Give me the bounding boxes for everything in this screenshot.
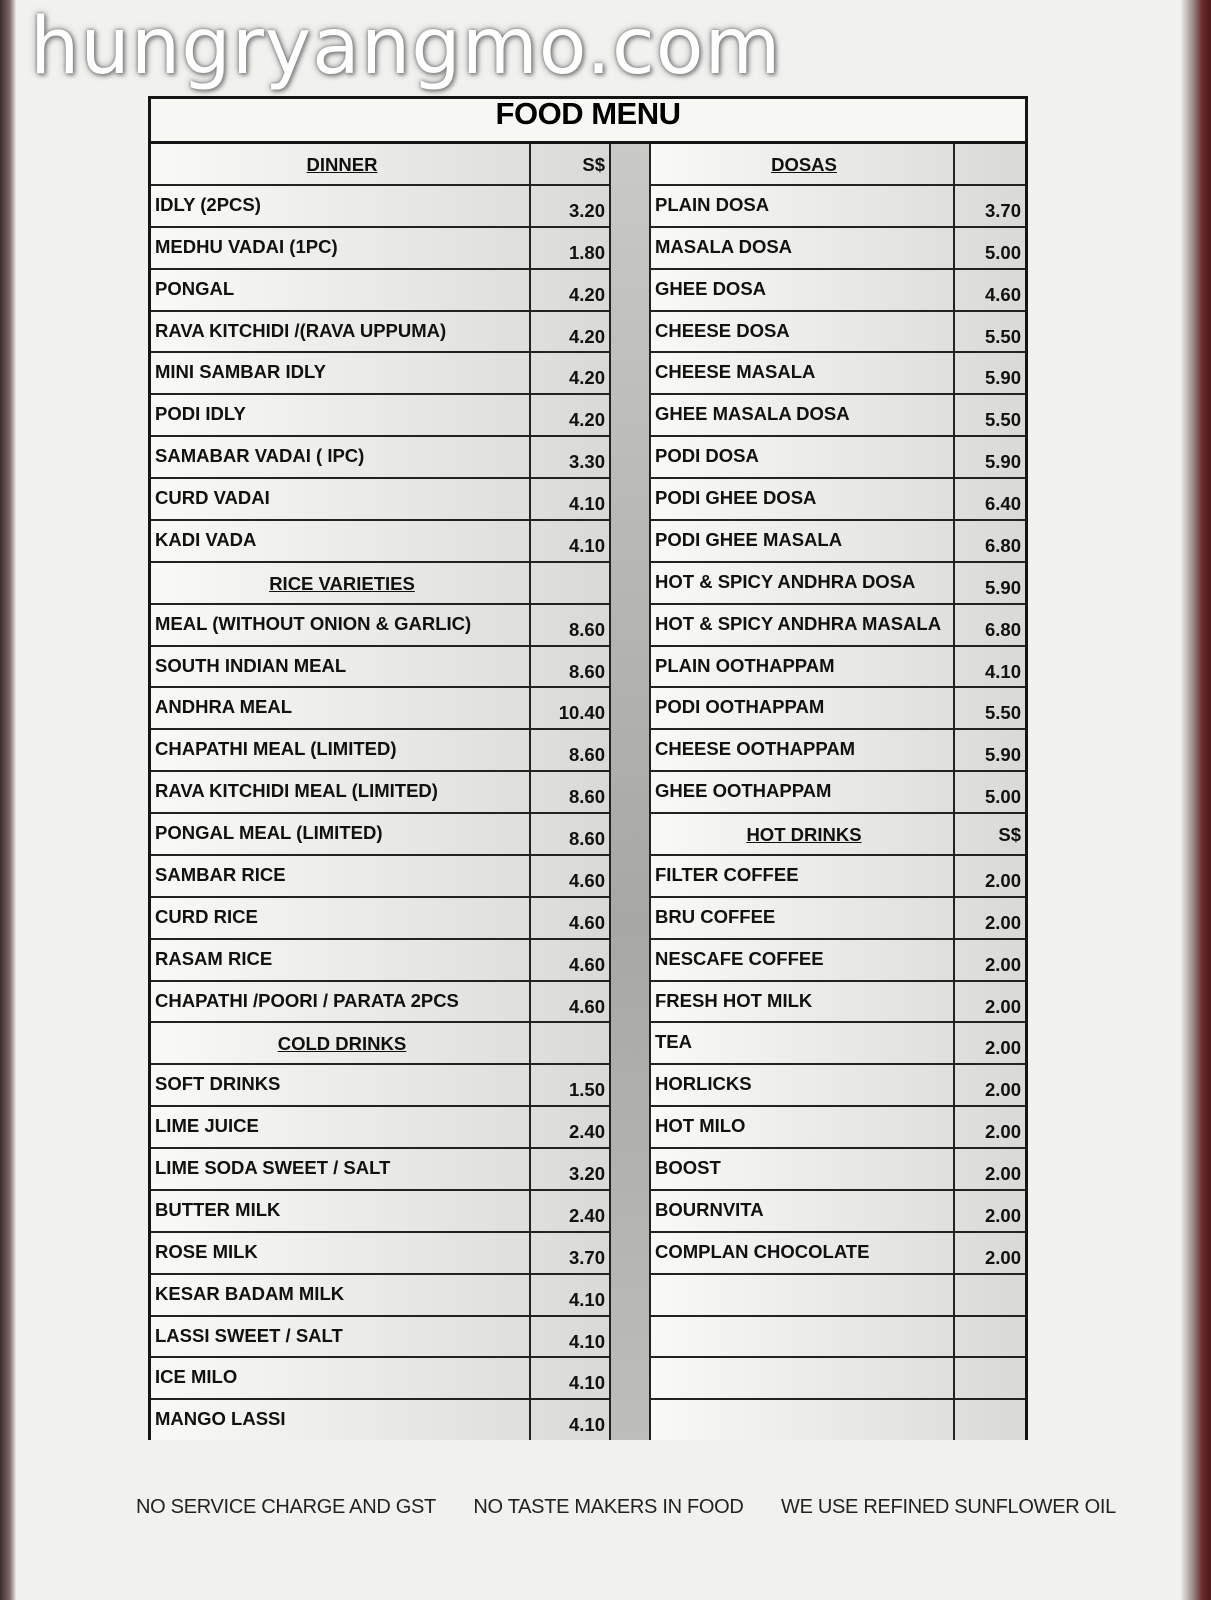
item-price: 8.60: [529, 647, 609, 687]
menu-item-row: [651, 395, 1025, 437]
item-price: 3.30: [529, 437, 609, 477]
item-name: HOT & SPICY ANDHRA MASALA: [655, 612, 942, 634]
item-price: [953, 1317, 1025, 1357]
item-name: KESAR BADAM MILK: [155, 1282, 345, 1304]
item-price: 4.10: [953, 647, 1025, 687]
menu-item-row: [651, 563, 1025, 605]
item-price: 5.90: [953, 563, 1025, 603]
menu-item-row: [151, 688, 609, 730]
menu-item-row: [151, 521, 609, 563]
item-price: 3.70: [953, 186, 1025, 226]
item-name: RAVA KITCHIDI MEAL (LIMITED): [155, 780, 438, 802]
item-price: 6.80: [953, 605, 1025, 645]
menu-item-row: [651, 982, 1025, 1024]
item-price: 5.90: [953, 353, 1025, 393]
item-name: FILTER COFFEE: [655, 863, 799, 885]
item-name: BRU COFFEE: [655, 905, 776, 927]
item-name: HOT & SPICY ANDHRA DOSA: [655, 570, 916, 592]
item-name: COMPLAN CHOCOLATE: [655, 1240, 870, 1262]
item-price: 3.20: [529, 1149, 609, 1189]
item-name: HORLICKS: [655, 1073, 752, 1095]
item-price: [953, 1358, 1025, 1398]
menu-item-row: [651, 1023, 1025, 1065]
item-price: 8.60: [529, 605, 609, 645]
menu-item-row: [151, 605, 609, 647]
menu-item-row: [151, 1191, 609, 1233]
menu-item-row: [651, 898, 1025, 940]
item-name: CURD RICE: [155, 905, 258, 927]
menu-folder-edge-right: [1181, 0, 1211, 1600]
item-price: 6.80: [953, 521, 1025, 561]
item-name: PODI DOSA: [655, 445, 759, 467]
item-price: 2.00: [953, 1233, 1025, 1273]
menu-columns: [151, 144, 1025, 1440]
item-price: 4.60: [529, 940, 609, 980]
item-name: MEAL (WITHOUT ONION & GARLIC): [155, 612, 472, 634]
menu-table: [148, 96, 1028, 1440]
menu-item-row: [651, 647, 1025, 689]
item-price: 4.60: [529, 898, 609, 938]
menu-item-row: [151, 730, 609, 772]
item-name: CURD VADAI: [155, 487, 270, 508]
menu-item-row: [151, 647, 609, 689]
item-name: HOT MILO: [655, 1115, 746, 1137]
section-title: DINNER: [306, 154, 378, 175]
item-price: [953, 1275, 1025, 1315]
menu-item-row: [651, 479, 1025, 521]
menu-item-row: [151, 856, 609, 898]
item-price: 4.10: [529, 1400, 609, 1440]
item-name: [651, 1317, 953, 1357]
section-header-row: [151, 1023, 609, 1065]
item-price: 8.60: [529, 772, 609, 812]
section-header-row: [651, 814, 1025, 856]
item-price: 1.50: [529, 1065, 609, 1105]
item-price: 2.00: [953, 898, 1025, 938]
item-name: PONGAL: [155, 277, 235, 299]
menu-item-row: [151, 186, 609, 228]
menu-item-row: [151, 1400, 609, 1440]
item-price: 6.40: [953, 479, 1025, 519]
item-price: 4.20: [529, 353, 609, 393]
item-name: [651, 1400, 953, 1440]
item-price: 2.00: [953, 1149, 1025, 1189]
item-name: CHEESE MASALA: [655, 361, 816, 383]
item-name: LASSI SWEET / SALT: [155, 1324, 343, 1346]
item-price: 2.00: [953, 1023, 1025, 1063]
item-price: 2.00: [953, 856, 1025, 896]
item-name: LIME JUICE: [155, 1115, 259, 1137]
footer-note-service-charge: NO SERVICE CHARGE AND GST: [136, 1496, 436, 1518]
item-name: RAVA KITCHIDI /(RAVA UPPUMA): [155, 319, 447, 341]
item-name: GHEE MASALA DOSA: [655, 403, 850, 425]
menu-folder-edge-left: [0, 0, 16, 1600]
item-price: 4.10: [529, 479, 609, 519]
item-name: PODI GHEE DOSA: [655, 487, 817, 508]
item-name: NESCAFE COFFEE: [655, 947, 824, 969]
currency-label: S$: [953, 814, 1025, 854]
menu-item-row: [151, 1149, 609, 1191]
menu-item-row: [151, 1065, 609, 1107]
menu-item-row: [151, 353, 609, 395]
item-price: 5.00: [953, 772, 1025, 812]
menu-item-row: [651, 1107, 1025, 1149]
item-price: 5.90: [953, 437, 1025, 477]
menu-item-row: [151, 814, 609, 856]
item-name: LIME SODA SWEET / SALT: [155, 1157, 391, 1178]
item-name: SAMABAR VADAI ( IPC): [155, 445, 365, 467]
item-name: PLAIN OOTHAPPAM: [655, 654, 835, 676]
item-price: 4.60: [529, 982, 609, 1022]
item-name: FRESH HOT MILK: [655, 989, 813, 1011]
item-price: 8.60: [529, 814, 609, 854]
menu-item-row: [651, 730, 1025, 772]
item-name: PONGAL MEAL (LIMITED): [155, 822, 383, 843]
item-price: 5.50: [953, 688, 1025, 728]
empty-row: [651, 1317, 1025, 1359]
item-price: 5.50: [953, 395, 1025, 435]
menu-item-row: [651, 186, 1025, 228]
item-name: SOFT DRINKS: [155, 1073, 281, 1095]
section-header-row: [651, 144, 1025, 186]
item-name: [651, 1358, 953, 1398]
item-name: SAMBAR RICE: [155, 863, 286, 885]
item-name: BOURNVITA: [655, 1198, 764, 1220]
menu-item-row: [151, 1107, 609, 1149]
item-price: 3.20: [529, 186, 609, 226]
menu-item-row: [151, 312, 609, 354]
item-price: 4.60: [953, 270, 1025, 310]
currency-label: S$: [529, 144, 609, 184]
menu-item-row: [151, 1275, 609, 1317]
menu-item-row: [151, 1358, 609, 1400]
item-price: 4.10: [529, 1358, 609, 1398]
item-price: 10.40: [529, 688, 609, 728]
item-price: 4.20: [529, 395, 609, 435]
currency-label: [953, 144, 1025, 184]
item-price: 2.40: [529, 1191, 609, 1231]
item-name: PODI OOTHAPPAM: [655, 696, 825, 718]
item-price: 2.00: [953, 1065, 1025, 1105]
menu-item-row: [651, 228, 1025, 270]
item-price: 1.80: [529, 228, 609, 268]
item-name: MANGO LASSI: [155, 1408, 286, 1430]
item-name: [651, 1275, 953, 1315]
section-header-row: [151, 563, 609, 605]
item-price: 4.10: [529, 1275, 609, 1315]
section-title: DOSAS: [771, 154, 837, 175]
currency-label: [529, 1023, 609, 1063]
item-name: IDLY (2PCS): [155, 193, 261, 215]
column-divider: [609, 144, 651, 1440]
menu-item-row: [651, 1149, 1025, 1191]
empty-row: [651, 1275, 1025, 1317]
section-title: COLD DRINKS: [277, 1033, 407, 1055]
section-title: RICE VARIETIES: [269, 572, 415, 594]
currency-label: [529, 563, 609, 603]
item-price: 2.00: [953, 1191, 1025, 1231]
item-price: [953, 1400, 1025, 1440]
item-name: CHEESE OOTHAPPAM: [655, 738, 856, 760]
item-price: 4.20: [529, 270, 609, 310]
menu-item-row: [151, 772, 609, 814]
menu-item-row: [151, 1317, 609, 1359]
item-price: 5.00: [953, 228, 1025, 268]
menu-item-row: [651, 521, 1025, 563]
left-column: [151, 144, 609, 1440]
item-name: CHAPATHI /POORI / PARATA 2PCS: [155, 989, 459, 1011]
menu-item-row: [651, 312, 1025, 354]
item-price: 4.10: [529, 1317, 609, 1357]
right-column: [651, 144, 1025, 1440]
menu-item-row: [151, 228, 609, 270]
footer-note-taste-makers: NO TASTE MAKERS IN FOOD: [473, 1496, 744, 1518]
menu-item-row: [151, 270, 609, 312]
item-price: 4.20: [529, 312, 609, 352]
item-name: PODI GHEE MASALA: [655, 528, 843, 550]
menu-item-row: [651, 1065, 1025, 1107]
item-price: 4.60: [529, 856, 609, 896]
item-name: BOOST: [655, 1157, 721, 1178]
item-name: CHEESE DOSA: [655, 319, 790, 341]
menu-item-row: [651, 1191, 1025, 1233]
menu-item-row: [151, 479, 609, 521]
item-name: ROSE MILK: [155, 1240, 258, 1262]
item-name: PODI IDLY: [155, 403, 246, 425]
menu-item-row: [651, 856, 1025, 898]
footer-notes: [136, 1496, 1116, 1519]
section-header-row: [151, 144, 609, 186]
menu-item-row: [151, 898, 609, 940]
menu-item-row: [151, 395, 609, 437]
section-title: HOT DRINKS: [746, 824, 862, 845]
item-name: MASALA DOSA: [655, 235, 793, 257]
item-name: CHAPATHI MEAL (LIMITED): [155, 738, 397, 760]
item-name: BUTTER MILK: [155, 1198, 281, 1220]
item-name: GHEE OOTHAPPAM: [655, 780, 832, 802]
item-name: MINI SAMBAR IDLY: [155, 361, 326, 383]
item-price: 3.70: [529, 1233, 609, 1273]
item-name: SOUTH INDIAN MEAL: [155, 654, 347, 676]
empty-row: [651, 1400, 1025, 1440]
item-name: ICE MILO: [155, 1366, 238, 1388]
menu-item-row: [651, 605, 1025, 647]
item-name: PLAIN DOSA: [655, 193, 770, 215]
item-name: GHEE DOSA: [655, 277, 767, 299]
footer-note-sunflower-oil: WE USE REFINED SUNFLOWER OIL: [781, 1496, 1116, 1518]
item-name: ANDHRA MEAL: [155, 696, 293, 718]
menu-item-row: [651, 940, 1025, 982]
menu-item-row: [151, 437, 609, 479]
item-name: RASAM RICE: [155, 947, 273, 969]
menu-item-row: [651, 688, 1025, 730]
menu-item-row: [651, 772, 1025, 814]
menu-item-row: [651, 270, 1025, 312]
watermark: hungryangmo.com: [30, 2, 782, 92]
item-price: 2.40: [529, 1107, 609, 1147]
empty-row: [651, 1358, 1025, 1400]
menu-item-row: [151, 982, 609, 1024]
menu-item-row: [651, 353, 1025, 395]
item-price: 2.00: [953, 940, 1025, 980]
menu-item-row: [651, 1233, 1025, 1275]
item-name: TEA: [655, 1031, 692, 1053]
item-price: 2.00: [953, 982, 1025, 1022]
item-price: 2.00: [953, 1107, 1025, 1147]
item-name: MEDHU VADAI (1PC): [155, 235, 338, 257]
menu-title: FOOD MENU: [151, 99, 1025, 144]
item-price: 5.50: [953, 312, 1025, 352]
item-price: 4.10: [529, 521, 609, 561]
menu-item-row: [151, 940, 609, 982]
item-price: 8.60: [529, 730, 609, 770]
item-name: KADI VADA: [155, 528, 257, 550]
menu-item-row: [651, 437, 1025, 479]
menu-item-row: [151, 1233, 609, 1275]
item-price: 5.90: [953, 730, 1025, 770]
